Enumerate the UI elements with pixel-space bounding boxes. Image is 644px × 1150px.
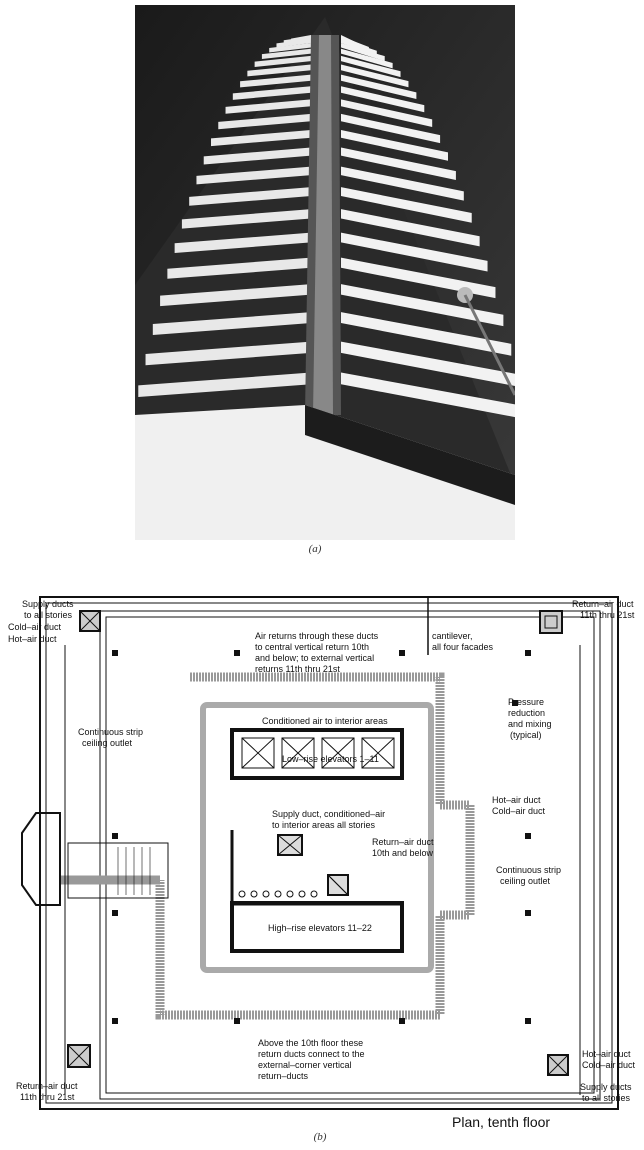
label-pressure-4: (typical) [510, 730, 542, 740]
corner-shaft-tr [540, 611, 562, 633]
label-cold-air-right: Cold–air duct [492, 806, 546, 816]
label-above-10th-3: external–corner vertical [258, 1060, 352, 1070]
label-return-bl-1: Return–air duct [16, 1081, 78, 1091]
label-low-rise: Low–rise elevators 1–11 [282, 754, 379, 764]
label-pressure-3: and mixing [508, 719, 552, 729]
label-return-bl-2: 11th thru 21st [20, 1092, 75, 1102]
column-circles [239, 891, 317, 897]
label-supply-cond-2: to interior areas all stories [272, 820, 376, 830]
label-high-rise: High–rise elevators 11–22 [268, 923, 372, 933]
label-cantilever-2: all four facades [432, 642, 494, 652]
label-return-center-1: Return–air duct [372, 837, 434, 847]
corner-shaft-tl [80, 611, 100, 631]
label-return-tr-2: 11th thru 21st [580, 610, 635, 620]
label-cold-air-tl: Cold–air duct [8, 622, 62, 632]
corner-shaft-bl [68, 1045, 90, 1067]
caption-a: (a) [308, 543, 322, 555]
label-continuous-left-2: ceiling outlet [82, 738, 133, 748]
label-supply-cond-1: Supply duct, conditioned–air [272, 809, 386, 819]
label-hot-air-br: Hot–air duct [582, 1049, 631, 1059]
label-continuous-right-1: Continuous strip [496, 865, 562, 875]
label-continuous-right-2: ceiling outlet [500, 876, 551, 886]
label-above-10th-1: Above the 10th floor these [258, 1038, 364, 1048]
label-air-returns-4: returns 11th thru 21st [255, 664, 340, 674]
building-photo [135, 5, 515, 540]
corner-shaft-br [548, 1055, 568, 1075]
label-hot-air-right: Hot–air duct [492, 795, 541, 805]
label-conditioned-air: Conditioned air to interior areas [262, 716, 388, 726]
label-return-center-2: 10th and below [372, 848, 434, 858]
label-continuous-left-1: Continuous strip [78, 727, 144, 737]
label-above-10th-4: return–ducts [258, 1071, 309, 1081]
plan-title: Plan, tenth floor [452, 1114, 551, 1130]
label-supply-ducts-tl: Supply ducts [22, 599, 74, 609]
label-cold-air-br: Cold–air duct [582, 1060, 636, 1070]
label-pressure-1: Pressure [508, 697, 545, 707]
label-supply-br-2: to all stories [582, 1093, 631, 1103]
label-supply-ducts-tl-2: to all stories [24, 610, 73, 620]
floor-plan [0, 585, 644, 1130]
label-above-10th-2: return ducts connect to the [258, 1049, 365, 1059]
label-pressure-2: reduction [508, 708, 546, 718]
label-cantilever-1: cantilever, [432, 631, 473, 641]
label-hot-air-tl: Hot–air duct [8, 634, 57, 644]
label-air-returns-3: and below; to external vertical [255, 653, 375, 663]
label-air-returns-1: Air returns through these ducts [255, 631, 379, 641]
label-return-tr-1: Return–air duct [572, 599, 634, 609]
label-supply-br-1: Supply ducts [580, 1082, 632, 1092]
label-air-returns-2: to central vertical return 10th [255, 642, 370, 652]
caption-b: (b) [313, 1131, 327, 1143]
